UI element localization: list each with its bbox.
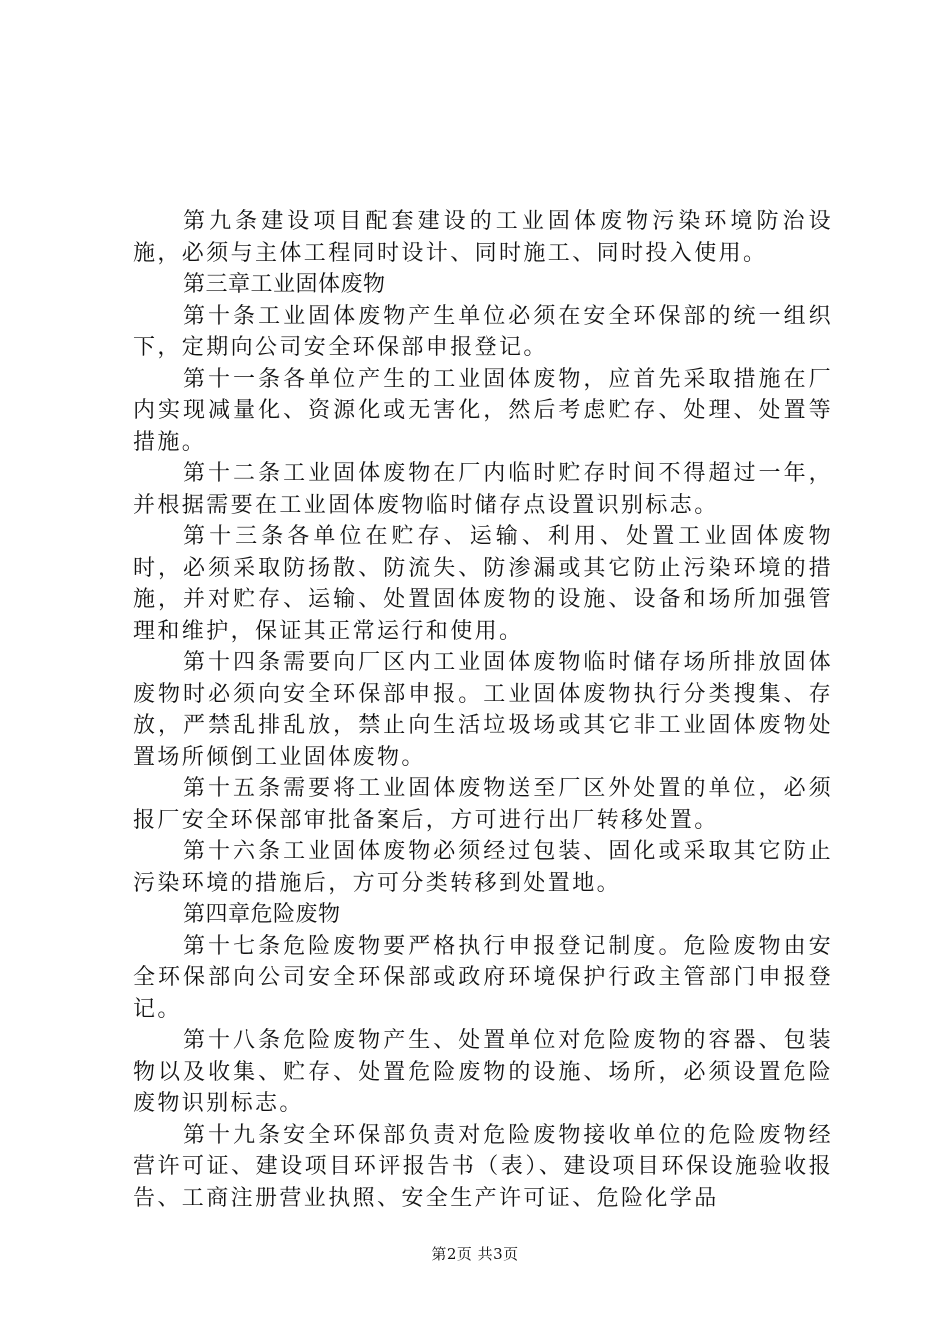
paragraph-article-16: 第十六条工业固体废物必须经过包装、固化或采取其它防止污染环境的措施后，方可分类转移到处置地。 xyxy=(133,839,833,896)
page-number-label: 第2页 共3页 xyxy=(431,1245,519,1263)
paragraph-article-10: 第十条工业固体废物产生单位必须在安全环保部的统一组织下，定期向公司安全环保部申报登记。 xyxy=(133,303,833,360)
chapter-heading-4: 第四章危险废物 xyxy=(183,902,341,927)
paragraph-article-18: 第十八条危险废物产生、处置单位对危险废物的容器、包装物以及收集、贮存、处置危险废物的设施、场所，必须设置危险废物识别标志。 xyxy=(133,1028,833,1116)
chapter-heading-3: 第三章工业固体废物 xyxy=(183,272,386,297)
paragraph-article-15: 第十五条需要将工业固体废物送至厂区外处置的单位，必须报厂安全环保部审批备案后，方可进行出厂转移处置。 xyxy=(133,776,833,833)
page-footer xyxy=(0,1243,950,1264)
paragraph-article-17: 第十七条危险废物要严格执行申报登记制度。危险废物由安全环保部向公司安全环保部或政府环境保护行政主管部门申报登记。 xyxy=(133,933,833,1022)
paragraph-article-14: 第十四条需要向厂区内工业固体废物临时储存场所排放固体废物时必须向安全环保部申报。工业固体废物执行分类搜集、存放，严禁乱排乱放，禁止向生活垃圾场或其它非工业固体废物处置场所倾倒工业固体废物。 xyxy=(133,650,833,770)
paragraph-article-11: 第十一条各单位产生的工业固体废物，应首先采取措施在厂内实现减量化、资源化或无害化，然后考虑贮存、处理、处置等措施。 xyxy=(133,366,833,455)
paragraph-article-9: 第九条建设项目配套建设的工业固体废物污染环境防治设施，必须与主体工程同时设计、同时施工、同时投入使用。 xyxy=(133,209,833,266)
paragraph-article-19: 第十九条安全环保部负责对危险废物接收单位的危险废物经营许可证、建设项目环评报告书（表）、建设项目环保设施验收报告、工商注册营业执照、安全生产许可证、危险化学品 xyxy=(133,1122,833,1211)
paragraph-article-12: 第十二条工业固体废物在厂内临时贮存时间不得超过一年，并根据需要在工业固体废物临时储存点设置识别标志。 xyxy=(133,461,833,518)
paragraph-article-13: 第十三条各单位在贮存、运输、利用、处置工业固体废物时，必须采取防扬散、防流失、防渗漏或其它防止污染环境的措施，并对贮存、运输、处置固体废物的设施、设备和场所加强管理和维护，保证其正常运行和使用。 xyxy=(133,524,833,644)
document-body xyxy=(133,206,833,1214)
